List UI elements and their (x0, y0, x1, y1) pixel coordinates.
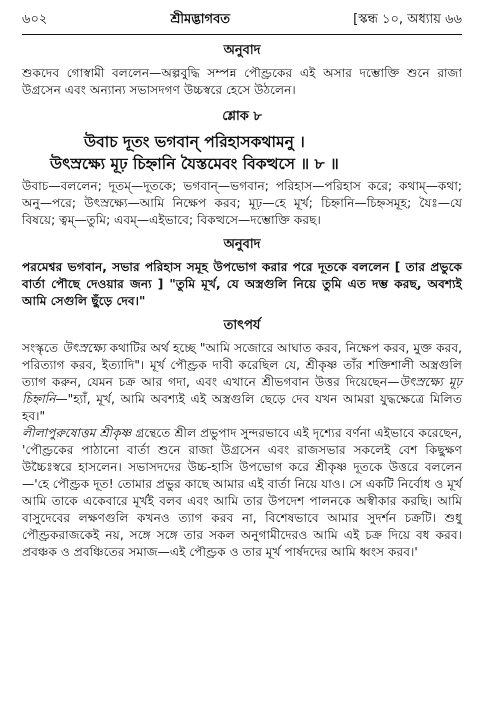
book-title: শ্রীমদ্ভাগবত (170, 12, 231, 27)
translation-heading: অনুবাদ (223, 43, 261, 58)
purport-text-a: সংস্কৃতে (22, 341, 63, 355)
word-meanings: উবাচ—বললেন; দূতম্—দূতকে; ভগবান্—ভগবান; পরিহাস—পরিহাস করে; কথাম্—কথা; অনু—পরে; উৎস্রক্ষ্যে—আমি নিক্ষেপ করব; মূঢ়—হে মূর্খ; চিহ্নানি—চিহ্নসমূহ; যৈঃ—যে বিষয়ে; ত্বম্—তুমি; এবম্—এইভাবে; বিকত্থসে—দম্ভোক্তি করছ। (22, 179, 462, 227)
translation-text: শুকদেব গোস্বামী বললেন—অল্পবুদ্ধি সম্পন্ন পৌণ্ড্রকের এই অসার দম্ভোক্তি শুনে রাজা উগ্রসেন এবং অন্যান্য সভাসদগণ উচ্চস্বরে হেসে উঠলেন। (22, 66, 462, 97)
verse-line-1: উবাচ দূতং ভগবান্ পরিহাসকথামনু । (84, 133, 305, 151)
purport-text-c: —"হ্যাঁ, মূর্খ, আমি অবশ্যই এই অস্ত্রগুলি ছেড়ে দেব যখন আমরা যুদ্ধক্ষেত্রে মিলিত হব।" (22, 392, 462, 423)
book-reference: লীলাপুরুষোত্তম শ্রীকৃষ্ণ (22, 426, 132, 440)
purport-paragraph-2 (22, 425, 462, 561)
purport-text-b: কথাটির অর্থ হচ্ছে "আমি সজোরে আঘাত করব, নিক্ষেপ করব, মুক্ত করব, পরিত্যাগ করব, ইত্যাদি"। মূর্খ পৌণ্ড্রক দাবী করেছিল যে, শ্রীকৃষ্ণ তাঁর শক্তিশালী অস্ত্রগুলি ত্যাগ করুন, যেমন চক্র আর গদা, এবং এখানে শ্রীভগবান উত্তর দিয়েছেন— (22, 341, 462, 389)
translation-text-2: পরমেশ্বর ভগবান, সভার পরিহাস সমূহ উপভোগ করার পরে দূতকে বললেন [ তার প্রভুকে বার্তা পৌছে দেওয়ার জন্য ] "তুমি মূর্খ, যে অস্ত্রগুলি নিয়ে তুমি এত দম্ভ করছ, অবশ্যই আমি সেগুলি ছুঁড়ে দেব।" (22, 260, 462, 308)
sanskrit-quote: উৎস্রক্ষ্যে মূঢ় চিহ্নানি (22, 375, 462, 406)
verse-heading: শ্লোক ৮ (222, 109, 262, 124)
document-page (22, 10, 462, 561)
purport-heading: তাৎপর্য (223, 318, 261, 333)
purport-paragraph-1 (22, 340, 462, 425)
sanskrit-term: উৎস্রক্ষ্যে (62, 341, 106, 355)
verse-line-2: উৎস্রক্ষ্যে মূঢ় চিহ্নানি যৈস্তমেবং বিকত্থসে ॥ ৮ ॥ (50, 155, 339, 173)
page-header (22, 10, 462, 35)
translation-heading-2: অনুবাদ (223, 237, 261, 252)
verse-text (50, 131, 462, 175)
page-number: ৬০২ (22, 12, 48, 27)
purport-text-d: গ্রন্থেতে শ্রীল প্রভুপাদ সুন্দরভাবে এই দৃশ্যের বর্ণনা এইভাবে করেছেন, 'পৌণ্ড্রকের পাঠানো বার্তা শুনে রাজা উগ্রসেন এবং রাজসভার সকলেই বেশ কিছুক্ষণ উচ্চৈঃস্বরে হাসলেন। সভাসদদের উচ্চ-হাসি উপভোগ করে শ্রীকৃষ্ণ দূতকে উত্তরে বললেন—'হে পৌণ্ড্রক দূত! তোমার প্রভুর কাছে আমার এই বার্তা নিয়ে যাও। সে একটি নির্বোধ ও মূর্খ আমি তাকে একেবারে মূর্খই বলব এবং আমি তার উপদেশ পালনকে অস্বীকার করছি। আমি বাসুদেবের লক্ষণগুলি কখনও ত্যাগ করব না, বিশেষভাবে আমার সুদর্শন চক্রটি। শুধু পৌণ্ড্রকরাজকেই নয়, সঙ্গে সঙ্গে তার সকল অনুগামীদেরও আমি এই চক্র দিয়ে বধ করব। প্রবঞ্চক ও প্রবঞ্চিতের সমাজ—এই পৌণ্ড্রক ও তার মূর্খ পার্ষদদের আমি ধ্বংস করব।' (22, 426, 462, 559)
chapter-reference: [স্কন্ধ ১০, অধ্যায় ৬৬ (353, 12, 462, 27)
